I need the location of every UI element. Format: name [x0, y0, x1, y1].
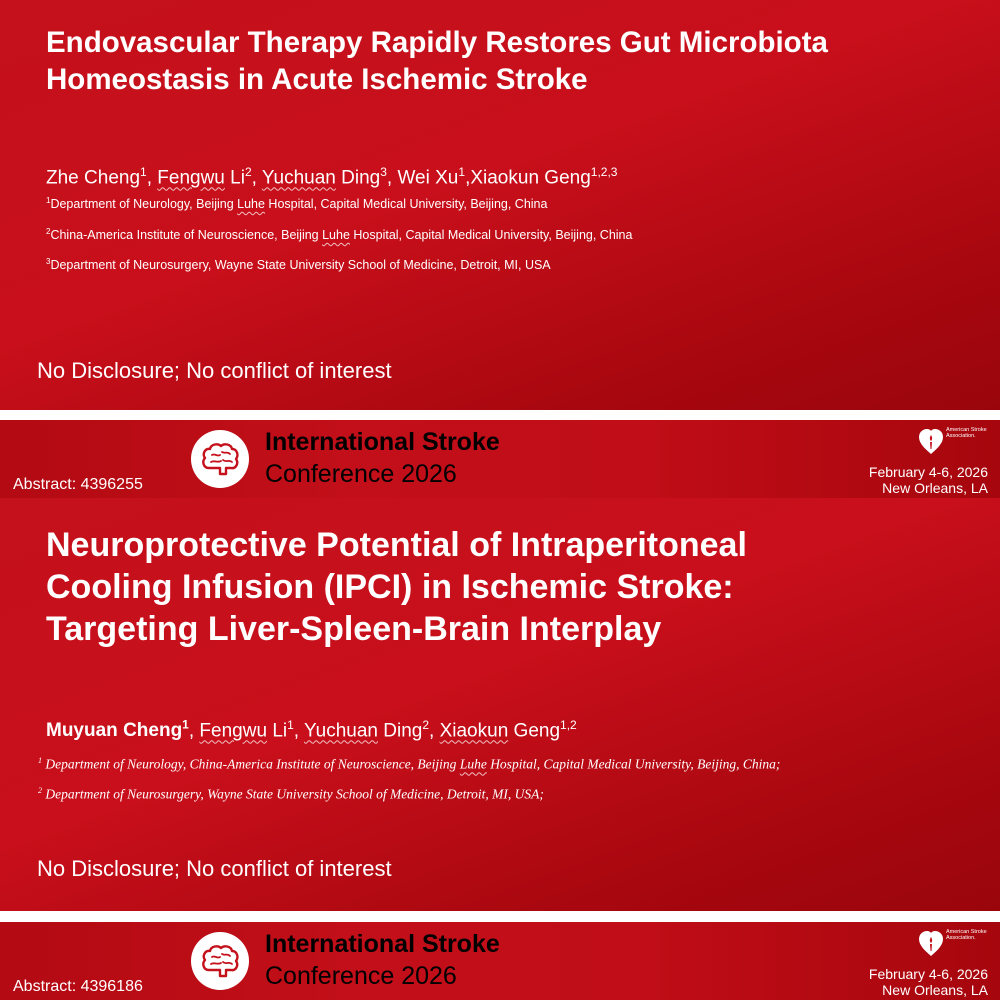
affiliation-sup: 2	[38, 786, 42, 795]
conference-location: New Orleans, LA	[882, 982, 988, 998]
abstract-number: Abstract: 4396186	[13, 978, 143, 995]
slide-1-title	[46, 24, 828, 98]
slide-1-authors: Zhe Cheng$^1$, Fengwu Li$^2$, Yuchuan Ding$^3$, Wei Xu$^1$,Xiaokun Geng$^{1,2,3}$	[46, 165, 618, 189]
asa-logo	[918, 926, 988, 960]
author-first: Yuchuan	[304, 720, 378, 742]
asa-logo	[918, 424, 988, 458]
slide-2-affiliation-1	[38, 756, 780, 773]
slide-2-title-line-2: Cooling Infusion (IPCI) in Ischemic Stroke:	[46, 568, 734, 606]
author-first: Xiaokun	[470, 167, 540, 189]
heart-torch-icon	[918, 426, 944, 456]
conference-name-line-2: Conference 2026	[265, 460, 457, 488]
slide-1-affiliation-2	[46, 227, 632, 242]
author-last: Cheng	[123, 720, 183, 742]
author-last: Ding	[341, 167, 381, 189]
author-first: Wei	[397, 167, 430, 189]
author-sup: 1	[287, 718, 294, 732]
affiliation-mark: Luhe	[237, 197, 265, 212]
slide-1-title-line-2: Homeostasis in Acute Ischemic Stroke	[46, 63, 588, 96]
author-last: Li	[272, 720, 288, 742]
abstract-number: Abstract: 4396255	[13, 476, 143, 493]
affiliation-sup: 1	[38, 756, 42, 765]
slide-2-authors: Muyuan Cheng$^1$, Fengwu Li$^1$, Yuchuan Ding$^2$, Xiaokun Geng$^{1,2}$	[46, 718, 577, 742]
affiliation-text: Department of Neurology, China-America Institute of Neuroscience, Beijing	[42, 756, 460, 772]
author-sup: 3	[380, 165, 387, 179]
asa-logo-text: American Stroke Association.	[946, 929, 987, 941]
author-sup: 2	[244, 165, 252, 179]
affiliation-text: China-America Institute of Neuroscience, Beijing	[50, 228, 323, 243]
author-sup: 1,2,3	[590, 165, 618, 179]
slide-1-disclosure: No Disclosure; No conflict of interest	[37, 358, 392, 383]
slide-2-title-line-1: Neuroprotective Potential of Intraperitoneal	[46, 526, 747, 564]
asa-logo-text: American Stroke Association.	[946, 427, 987, 439]
author-first: Xiaokun	[439, 720, 509, 742]
affiliation-mark: Luhe	[459, 756, 487, 772]
conference-name-line-2: Conference 2026	[265, 962, 457, 990]
brain-icon	[200, 943, 240, 979]
affiliation-text: Department of Neurology, Beijing	[50, 197, 238, 212]
affiliation-sup: 1	[46, 196, 51, 205]
slide-2-affiliation-2	[38, 786, 544, 803]
conference-footer-2	[0, 922, 1000, 1000]
conference-dates: February 4-6, 2026	[868, 464, 988, 480]
heart-torch-icon	[918, 928, 944, 958]
conference-footer-1	[0, 420, 1000, 498]
author-first: Yuchuan	[261, 167, 336, 189]
affiliation-text: Department of Neurosurgery, Wayne State University School of Medicine, Detroit, MI, USA	[50, 258, 551, 273]
author-first: Fengwu	[157, 167, 225, 189]
slide-1	[0, 0, 1000, 410]
author-last: Xu	[435, 167, 459, 189]
author-sup: 1	[182, 718, 189, 732]
slide-2-disclosure: No Disclosure; No conflict of interest	[37, 856, 392, 881]
author-last: Geng	[544, 167, 591, 189]
conference-dates: February 4-6, 2026	[868, 966, 988, 982]
affiliation-text: Hospital, Capital Medical University, Beijing, China;	[486, 756, 781, 772]
slide-1-title-line-1: Endovascular Therapy Rapidly Restores Gut Microbiota	[46, 26, 828, 59]
author-sup: 1	[140, 165, 147, 179]
conference-name-line-1: International Stroke	[265, 428, 500, 456]
affiliation-text: Hospital, Capital Medical University, Beijing, China	[349, 228, 633, 243]
conference-logo	[191, 430, 249, 488]
author-first: Muyuan	[46, 720, 118, 742]
brain-icon	[200, 441, 240, 477]
affiliation-sup: 3	[46, 257, 51, 266]
author-last: Li	[230, 167, 245, 189]
conference-dates-location	[869, 464, 988, 496]
slide-1-affiliation-3	[46, 257, 551, 272]
author-sup: 1,2	[560, 718, 577, 732]
affiliation-text: Department of Neurosurgery, Wayne State University School of Medicine, Detroit, MI, USA;	[42, 786, 544, 802]
author-sup: 2	[422, 718, 430, 732]
conference-logo	[191, 932, 249, 990]
conference-location: New Orleans, LA	[882, 480, 988, 496]
author-last: Geng	[513, 720, 561, 742]
slide-2-title-line-3: Targeting Liver-Spleen-Brain Interplay	[46, 610, 662, 648]
divider-2	[0, 911, 1000, 918]
conference-name-line-1: International Stroke	[265, 930, 500, 958]
conference-dates-location	[869, 966, 988, 998]
affiliation-text: Hospital, Capital Medical University, Beijing, China	[264, 197, 548, 212]
slide-1-affiliation-1	[46, 196, 547, 211]
author-last: Cheng	[84, 167, 141, 189]
affiliation-sup: 2	[46, 227, 51, 236]
author-first: Fengwu	[199, 720, 268, 742]
divider-1	[0, 410, 1000, 417]
author-first: Zhe	[46, 167, 79, 189]
author-last: Ding	[383, 720, 423, 742]
slide-2	[0, 498, 1000, 911]
slide-2-title	[46, 524, 747, 650]
affiliation-mark: Luhe	[322, 228, 350, 243]
author-sup: 1	[458, 165, 466, 179]
